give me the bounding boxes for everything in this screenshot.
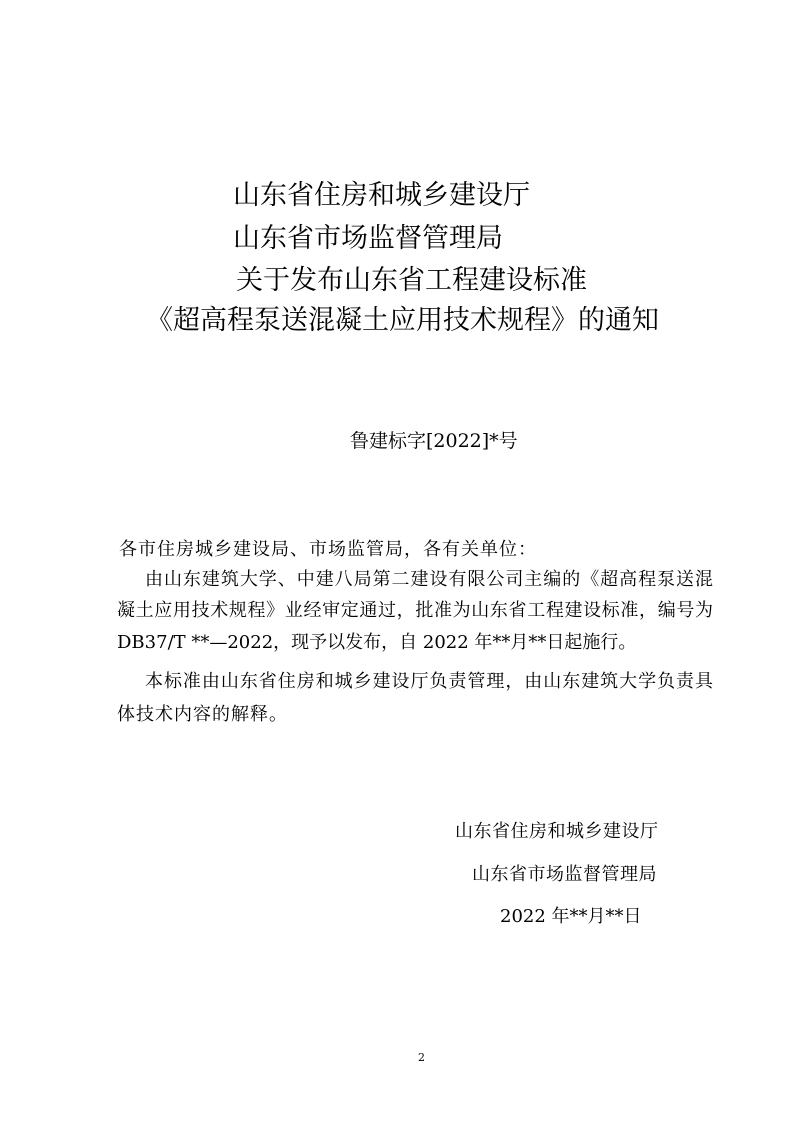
body-line-4: 本标准由山东省住房和城乡建设厅负责管理，由山东建筑大学负责具 bbox=[145, 671, 713, 692]
title-line-1: 山东省住房和城乡建设厅 bbox=[233, 180, 530, 211]
title-line-2: 山东省市场监督管理局 bbox=[233, 223, 503, 254]
body-line-1: 由山东建筑大学、中建八局第二建设有限公司主编的《超高程泵送混 bbox=[145, 569, 713, 590]
signature-org-2: 山东省市场监督管理局 bbox=[472, 864, 657, 885]
doc-number: 鲁建标字[2022]*号 bbox=[350, 430, 518, 452]
body-line-5: 体技术内容的解释。 bbox=[117, 704, 288, 725]
salutation: 各市住房城乡建设局、市场监管局，各有关单位： bbox=[119, 539, 537, 560]
title-line-4: 《超高程泵送混凝土应用技术规程》的通知 bbox=[146, 305, 659, 336]
signature-date: 2022 年**月**日 bbox=[500, 906, 642, 927]
signature-org-1: 山东省住房和城乡建设厅 bbox=[455, 821, 659, 842]
title-line-3: 关于发布山东省工程建设标准 bbox=[236, 265, 587, 296]
body-line-2: 凝土应用技术规程》业经审定通过，批准为山东省工程建设标准，编号为 bbox=[117, 600, 713, 621]
body-line-3: DB37/T **—2022，现予以发布，自 2022 年**月**日起施行。 bbox=[117, 632, 637, 653]
page-number: 2 bbox=[418, 1051, 425, 1064]
